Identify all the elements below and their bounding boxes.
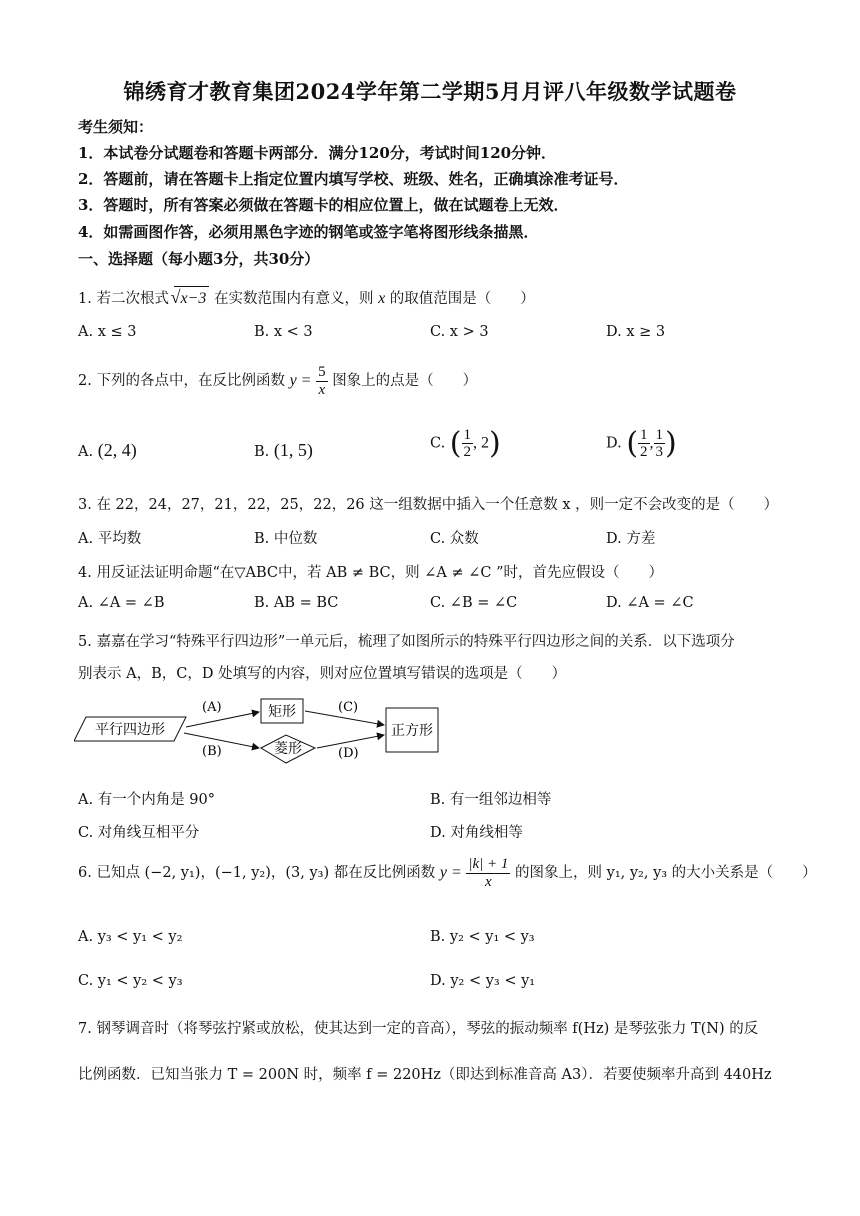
fraction-5-over-x: $\frac{5}{x}$ [318, 364, 326, 398]
parallelogram-relationship-diagram [74, 695, 444, 773]
q3-option-d: D. 方差 [606, 531, 656, 547]
section-heading: 一、选择题（每小题3分，共30分） [78, 250, 320, 268]
q2-option-b: B. (1, 5) [254, 440, 313, 460]
notice-item-4: 4．如需画图作答，必须用黑色字迹的钢笔或签字笔将图形线条描黑． [78, 223, 539, 241]
notice-item-3: 3．答题时，所有答案必须做在答题卡的相应位置上，做在试题卷上无效． [78, 196, 569, 214]
label-d: (D) [338, 746, 359, 761]
question-7-line1: 7. 钢琴调音时（将琴弦拧紧或放松，使其达到一定的音高），琴弦的振动频率 f(Hz) 是琴弦张力 T(N) 的反 [78, 1021, 759, 1037]
rectangle-label: 矩形 [268, 704, 296, 720]
q4-option-a: A. ∠A = ∠B [78, 595, 165, 611]
q3-option-a: A. 平均数 [78, 531, 142, 547]
q1-option-b: B. x < 3 [254, 324, 313, 340]
question-2-stem: 2. 下列的各点中，在反比例函数 y = $\frac{5}{x}$ 图象上的点是（ ） [78, 364, 478, 398]
label-c: (C) [338, 700, 359, 715]
q2-option-d: D. ( $\frac{1}{2}$ , $\frac{1}{3}$ ) [606, 426, 677, 461]
q6-option-b: B. y₂ < y₁ < y₃ [430, 929, 535, 945]
question-1-stem: 1. 若二次根式 √x−3 在实数范围内有意义，则 x 的取值范围是（ ） [78, 287, 535, 307]
q4-option-c: C. ∠B = ∠C [430, 595, 518, 611]
q1-option-c: C. x > 3 [430, 324, 489, 340]
q5-option-d: D. 对角线相等 [430, 825, 523, 841]
q5-option-a: A. 有一个内角是 90° [78, 792, 215, 808]
sqrt-expression: √x−3 [174, 286, 210, 308]
notice-heading: 考生须知： [78, 118, 154, 136]
notice-item-1: 1．本试卷分试题卷和答题卡两部分．满分120分，考试时间120分钟． [78, 144, 557, 162]
q1-option-d: D. x ≥ 3 [606, 324, 666, 340]
square-label: 正方形 [391, 723, 433, 739]
q6-option-c: C. y₁ < y₂ < y₃ [78, 973, 183, 989]
q5-option-b: B. 有一组邻边相等 [430, 792, 552, 808]
question-3-stem: 3. 在 22，24，27，21，22，25，22，26 这一组数据中插入一个任意数 x ，则一定不会改变的是（ ） [78, 497, 779, 513]
q6-option-d: D. y₂ < y₃ < y₁ [430, 973, 536, 989]
q2-option-c: C. ( $\frac{1}{2}$ , 2) [430, 426, 501, 461]
q4-option-b: B. AB = BC [254, 595, 339, 611]
q5-option-c: C. 对角线互相平分 [78, 825, 200, 841]
question-5-stem-line1: 5. 嘉嘉在学习“特殊平行四边形”一单元后，梳理了如图所示的特殊平行四边形之间的关系．以下选项分 [78, 634, 735, 650]
q2-option-a: A. (2, 4) [78, 440, 137, 460]
q6-option-a: A. y₃ < y₁ < y₂ [78, 929, 183, 945]
label-b: (B) [202, 744, 222, 759]
question-5-stem-line2: 别表示 A，B，C，D 处填写的内容，则对应位置填写错误的选项是（ ） [78, 666, 567, 682]
q3-option-c: C. 众数 [430, 531, 479, 547]
q3-option-b: B. 中位数 [254, 531, 318, 547]
q1-option-a: A. x ≤ 3 [78, 324, 137, 340]
arrow-a [186, 712, 259, 727]
parallelogram-label: 平行四边形 [95, 722, 165, 738]
notice-item-2: 2．答题前，请在答题卡上指定位置内填写学校、班级、姓名，正确填涂准考证号． [78, 170, 629, 188]
fraction-k-over-x: $\frac{|k| + 1}{x}$ [468, 856, 509, 890]
q4-option-d: D. ∠A = ∠C [606, 595, 694, 611]
exam-title: 锦绣育才教育集团2024学年第二学期5月月评八年级数学试题卷 [123, 79, 737, 104]
question-4-stem: 4. 用反证法证明命题“在▽ABC中，若 AB ≠ BC，则 ∠A ≠ ∠C ”时，首先应假设（ ） [78, 565, 663, 581]
label-a: (A) [202, 700, 222, 715]
question-6-stem: 6. 已知点 (−2, y₁)，(−1, y₂)，(3, y₃) 都在反比例函数 y = $\frac{|k| + 1}{x}$ 的图象上，则 y₁, y₂, y₃ 的大小关系是（ ） [78, 856, 817, 890]
question-7-line2: 比例函数．已知当张力 T = 200N 时，频率 f = 220Hz（即达到标准音高 A3）．若要使频率升高到 440Hz [78, 1067, 772, 1083]
rhombus-label: 菱形 [274, 741, 302, 757]
